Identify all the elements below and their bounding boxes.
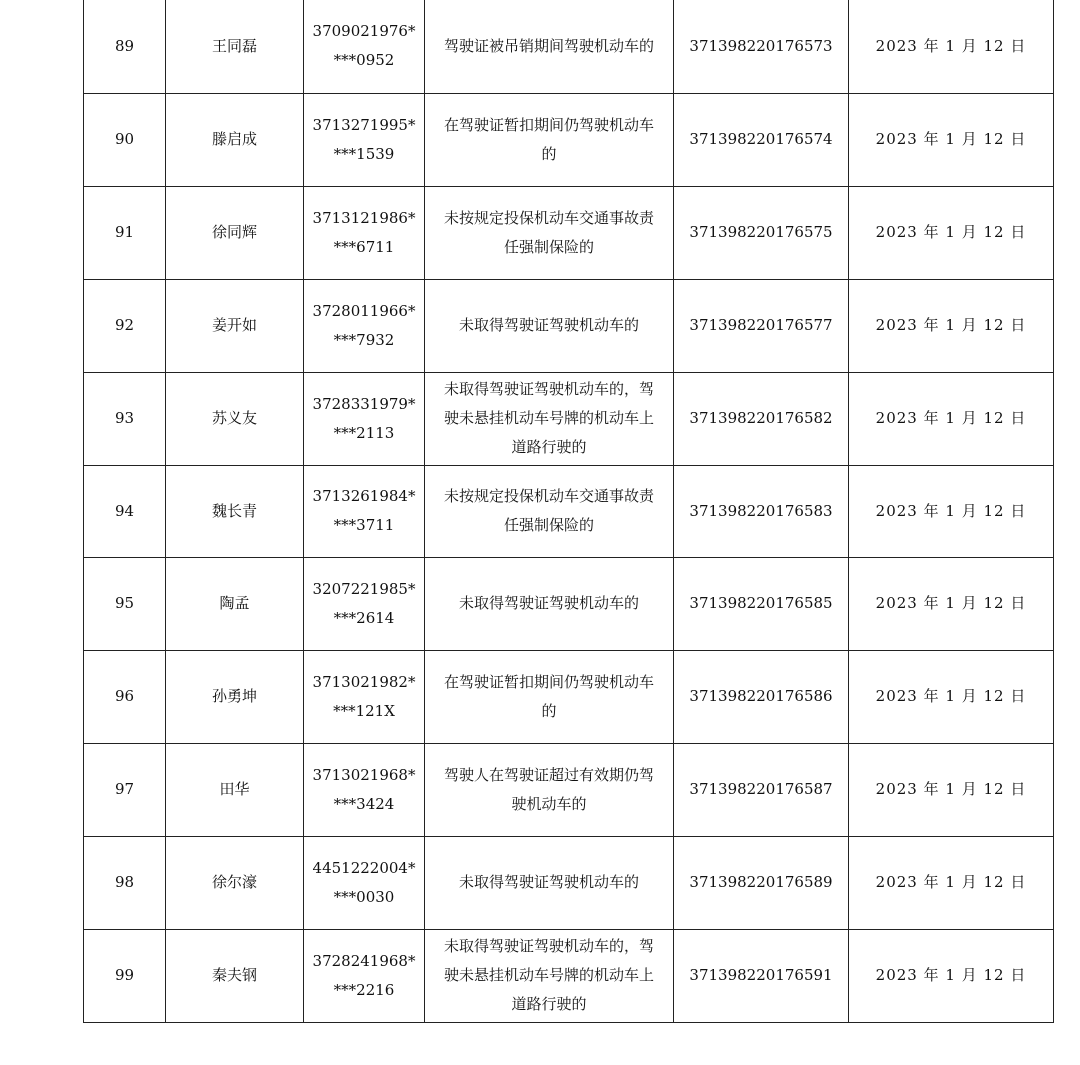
violation-reason-line: 驾驶证被吊销期间驾驶机动车的 bbox=[443, 36, 654, 55]
records-table bbox=[83, 0, 1054, 1023]
id-number-line: ***3711 bbox=[333, 516, 395, 534]
id-number-line: 3713121986* bbox=[312, 208, 416, 227]
decision-date: 2023 年 1 月 12 日 bbox=[849, 186, 1054, 279]
row-number: 93 bbox=[84, 372, 166, 465]
id-number bbox=[304, 93, 425, 186]
id-number bbox=[304, 279, 425, 372]
table-row bbox=[84, 650, 1054, 743]
person-name: 田华 bbox=[166, 743, 304, 836]
decision-number: 371398220176575 bbox=[674, 186, 849, 279]
table-row bbox=[84, 186, 1054, 279]
decision-date: 2023 年 1 月 12 日 bbox=[849, 93, 1054, 186]
violation-reason-line: 道路行驶的 bbox=[511, 995, 587, 1013]
person-name: 王同磊 bbox=[166, 0, 304, 93]
decision-date: 2023 年 1 月 12 日 bbox=[849, 557, 1054, 650]
row-number: 99 bbox=[84, 929, 166, 1022]
row-number: 89 bbox=[84, 0, 166, 93]
decision-number: 371398220176573 bbox=[674, 0, 849, 93]
table-row bbox=[84, 279, 1054, 372]
person-name: 苏义友 bbox=[166, 372, 304, 465]
id-number-line: ***0030 bbox=[333, 887, 395, 906]
violation-reason bbox=[425, 836, 674, 929]
id-number-line: ***2113 bbox=[333, 423, 395, 442]
id-number bbox=[304, 465, 425, 557]
person-name: 秦夫钢 bbox=[166, 929, 304, 1022]
id-number-line: 3728331979* bbox=[312, 394, 416, 413]
table-row bbox=[84, 372, 1054, 465]
table-row bbox=[84, 0, 1054, 93]
id-number bbox=[304, 929, 425, 1022]
decision-number: 371398220176582 bbox=[674, 372, 849, 465]
id-number-line: ***121X bbox=[333, 701, 395, 720]
violation-reason-line: 道路行驶的 bbox=[511, 438, 587, 456]
id-number-line: 3713021968* bbox=[312, 765, 416, 784]
violation-reason-line: 驾驶人在驾驶证超过有效期仍驾 bbox=[443, 765, 654, 784]
violation-reason-line: 未取得驾驶证驾驶机动车的 bbox=[458, 316, 639, 334]
decision-number: 371398220176589 bbox=[674, 836, 849, 929]
decision-number: 371398220176587 bbox=[674, 743, 849, 836]
violation-reason-line: 未取得驾驶证驾驶机动车的，驾 bbox=[443, 380, 654, 398]
violation-reason-line: 在驾驶证暂扣期间仍驾驶机动车 bbox=[443, 115, 654, 134]
row-number: 94 bbox=[84, 465, 166, 557]
table-row bbox=[84, 743, 1054, 836]
row-number: 92 bbox=[84, 279, 166, 372]
table-row bbox=[84, 557, 1054, 650]
id-number-line: ***2216 bbox=[333, 980, 395, 999]
id-number-line: 3728011966* bbox=[312, 301, 416, 320]
decision-date: 2023 年 1 月 12 日 bbox=[849, 372, 1054, 465]
violation-reason-line: 驶未悬挂机动车号牌的机动车上 bbox=[443, 409, 654, 427]
violation-reason bbox=[425, 93, 674, 186]
table-row bbox=[84, 929, 1054, 1022]
id-number-line: 3728241968* bbox=[312, 951, 416, 970]
violation-reason bbox=[425, 650, 674, 743]
violation-reason bbox=[425, 372, 674, 465]
table-row bbox=[84, 836, 1054, 929]
person-name: 陶孟 bbox=[166, 557, 304, 650]
id-number-line: ***7932 bbox=[333, 330, 395, 349]
decision-number: 371398220176585 bbox=[674, 557, 849, 650]
person-name: 徐同辉 bbox=[166, 186, 304, 279]
person-name: 姜开如 bbox=[166, 279, 304, 372]
table-row bbox=[84, 93, 1054, 186]
person-name: 孙勇坤 bbox=[166, 650, 304, 743]
violation-reason-line: 任强制保险的 bbox=[503, 516, 594, 534]
violation-reason-line: 的 bbox=[541, 701, 557, 720]
decision-date: 2023 年 1 月 12 日 bbox=[849, 279, 1054, 372]
person-name: 滕启成 bbox=[166, 93, 304, 186]
decision-number: 371398220176577 bbox=[674, 279, 849, 372]
id-number-line: ***2614 bbox=[333, 608, 395, 627]
decision-number: 371398220176574 bbox=[674, 93, 849, 186]
violation-reason-line: 未按规定投保机动车交通事故责 bbox=[443, 487, 654, 505]
violation-reason-line: 未取得驾驶证驾驶机动车的 bbox=[458, 873, 639, 891]
id-number-line: ***0952 bbox=[333, 51, 395, 70]
id-number-line: 3713021982* bbox=[312, 672, 416, 691]
id-number-line: ***6711 bbox=[333, 237, 395, 256]
violation-reason-line: 任强制保险的 bbox=[503, 237, 594, 256]
row-number: 90 bbox=[84, 93, 166, 186]
id-number-line: ***3424 bbox=[333, 794, 395, 813]
id-number bbox=[304, 743, 425, 836]
id-number-line: 3713271995* bbox=[312, 115, 416, 134]
id-number-line: 3709021976* bbox=[312, 22, 416, 41]
decision-number: 371398220176591 bbox=[674, 929, 849, 1022]
id-number-line: 3713261984* bbox=[312, 487, 416, 505]
decision-date: 2023 年 1 月 12 日 bbox=[849, 743, 1054, 836]
violation-reason bbox=[425, 743, 674, 836]
records-body bbox=[84, 0, 1054, 1022]
id-number bbox=[304, 372, 425, 465]
row-number: 98 bbox=[84, 836, 166, 929]
decision-date: 2023 年 1 月 12 日 bbox=[849, 0, 1054, 93]
violation-reason bbox=[425, 186, 674, 279]
row-number: 91 bbox=[84, 186, 166, 279]
decision-date: 2023 年 1 月 12 日 bbox=[849, 465, 1054, 557]
decision-number: 371398220176583 bbox=[674, 465, 849, 557]
violation-reason-line: 未取得驾驶证驾驶机动车的，驾 bbox=[443, 937, 654, 955]
violation-reason bbox=[425, 557, 674, 650]
violation-reason-line: 驶未悬挂机动车号牌的机动车上 bbox=[443, 966, 654, 984]
row-number: 95 bbox=[84, 557, 166, 650]
violation-reason-line: 未取得驾驶证驾驶机动车的 bbox=[458, 594, 639, 612]
decision-date: 2023 年 1 月 12 日 bbox=[849, 929, 1054, 1022]
id-number-line: 3207221985* bbox=[312, 579, 416, 598]
decision-number: 371398220176586 bbox=[674, 650, 849, 743]
id-number bbox=[304, 650, 425, 743]
id-number bbox=[304, 836, 425, 929]
person-name: 魏长青 bbox=[166, 465, 304, 557]
id-number bbox=[304, 0, 425, 93]
row-number: 96 bbox=[84, 650, 166, 743]
violation-reason bbox=[425, 279, 674, 372]
id-number-line: 4451222004* bbox=[312, 858, 416, 877]
decision-date: 2023 年 1 月 12 日 bbox=[849, 650, 1054, 743]
violation-reason bbox=[425, 465, 674, 557]
person-name: 徐尔濠 bbox=[166, 836, 304, 929]
id-number bbox=[304, 557, 425, 650]
violation-reason-line: 驶机动车的 bbox=[511, 794, 587, 813]
violation-reason bbox=[425, 929, 674, 1022]
violation-reason-line: 的 bbox=[541, 144, 557, 163]
violation-reason bbox=[425, 0, 674, 93]
id-number-line: ***1539 bbox=[333, 144, 395, 163]
row-number: 97 bbox=[84, 743, 166, 836]
violation-reason-line: 在驾驶证暂扣期间仍驾驶机动车 bbox=[443, 672, 654, 691]
decision-date: 2023 年 1 月 12 日 bbox=[849, 836, 1054, 929]
id-number bbox=[304, 186, 425, 279]
violation-reason-line: 未按规定投保机动车交通事故责 bbox=[443, 208, 654, 227]
table-row bbox=[84, 465, 1054, 557]
